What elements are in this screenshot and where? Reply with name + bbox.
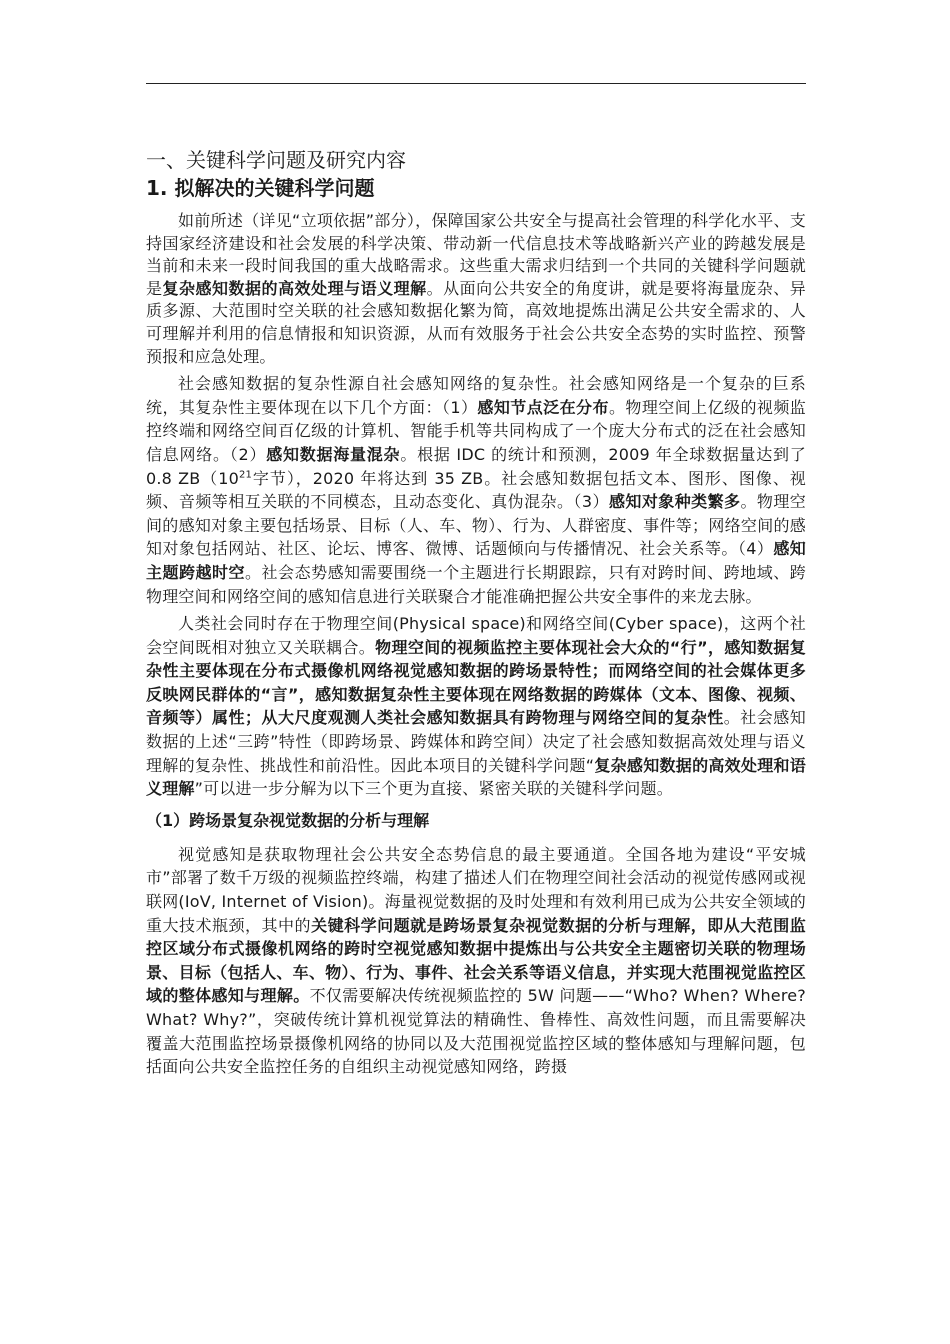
text-run: ”可以进一步分解为以下三个更为直接、紧密关联的关键科学问题。 <box>194 779 673 799</box>
text-run: 。从面向公共安全的角度讲，就是要将海量庞杂、异质多源、大范围时空关联的社会感知数据化繁为简，高效地提炼出满足公共安全需求的、人可理解并利用的信息情报和知识资源，从而有效服务于社会公共安全态势的实时监控、预警预报和应急处理。 <box>146 278 807 366</box>
text-run: 。物理空间的感知对象主要包括场景、目标（人、车、物）、行为、人群密度、事件等；网络空间的感知对象包括网站、社区、论坛、博客、微博、话题倾向与传播情况、社会关系等。（4） <box>146 492 806 559</box>
document-body <box>146 146 806 1079</box>
paragraph-intro <box>146 210 806 368</box>
emphasis-run: 感知对象种类繁多 <box>608 492 741 512</box>
subheading-item-1: （1）跨场景复杂视觉数据的分析与理解 <box>146 810 430 830</box>
text-run: 。社会态势感知需要围绕一个主题进行长期跟踪，只有对跨时间、跨地域、跨物理空间和网络空间的感知信息进行关联聚合才能准确把握公共安全事件的来龙去脉。 <box>146 562 806 606</box>
section-heading: 一、关键科学问题及研究内容 <box>146 148 406 172</box>
header-rule <box>146 83 806 84</box>
emphasis-run: 物理空间的视频监控主要体现社会大众的“行”，感知数据复杂性主要体现在分布式摄像机网络视觉感知数据的跨场景特性；而网络空间的社会媒体更多反映网民群体的“言”，感知数据复杂性主要体现在网络数据的跨媒体（文本、图像、视频、音频等）属性；从大尺度观测人类社会感知数据具有跨物理与网络空间的复杂性 <box>146 637 806 728</box>
text-run: 不仅需要解决传统视频监控的 5W 问题——“Who? When? Where? What? Why?”，突破传统计算机视觉算法的精确性、鲁棒性、高效性问题，而且需要解决覆盖大范围监控场景摄像机网络的协同以及大范围视觉监控区域的整体感知与理解问题，包括面向公共安全监控任务的自组织主动视觉感知网络，跨摄 <box>146 986 806 1077</box>
text-run: 。根据 IDC 的统计和预测，2009 年全球数据量达到了 0.8 ZB（10 <box>146 444 806 488</box>
subsection-heading: 1. 拟解决的关键科学问题 <box>146 176 375 200</box>
text-run: 字节），2020 年将达到 35 ZB。社会感知数据包括文本、图形、图像、视频、音频等相互关联的不同模态，且动态变化、真伪混杂。（3） <box>146 468 807 512</box>
emphasis-run: 感知节点泛在分布 <box>477 397 609 417</box>
paragraph-visual <box>146 843 806 1079</box>
superscript: 21 <box>238 469 253 481</box>
paragraph-complexity <box>146 372 806 608</box>
emphasis-run: 感知数据海量混杂 <box>266 444 401 464</box>
text-run: 。社会感知数据的上述“三跨”特性（即跨场景、跨媒体和跨空间）决定了社会感知数据高效处理与语义理解的复杂性、挑战性和前沿性。因此本项目的关键科学问题“ <box>146 708 806 775</box>
paragraph-spaces <box>146 612 806 801</box>
emphasis-run: 复杂感知数据的高效处理和语义理解 <box>146 755 807 799</box>
text-run: 。物理空间上亿级的视频监控终端和网络空间百亿级的计算机、智能手机等共同构成了一个庞大分布式的泛在社会感知信息网络。（2） <box>146 397 806 464</box>
emphasis-run: 感知主题跨越时空 <box>146 539 806 582</box>
emphasis-run: 复杂感知数据的高效处理与语义理解 <box>162 278 427 298</box>
text-run: 社会感知数据的复杂性源自社会感知网络的复杂性。社会感知网络是一个复杂的巨系统，其复杂性主要体现在以下几个方面：（1） <box>146 374 806 417</box>
text-run: 视觉感知是获取物理社会公共安全态势信息的最主要通道。全国各地为建设“平安城市”部署了数千万级的视频监控终端，构建了描述人们在物理空间社会活动的视觉传感网或视联网(IoV, Internet of Vision)。海量视觉数据的及时处理和有效利用已成为公共安全领域的重大技术瓶颈，其中的 <box>146 844 806 935</box>
text-run: 如前所述（详见“立项依据”部分），保障国家公共安全与提高社会管理的科学化水平、支持国家经济建设和社会发展的科学决策、带动新一代信息技术等战略新兴产业的跨越发展是当前和未来一段时间我国的重大战略需求。这些重大需求归结到一个共同的关键科学问题就是 <box>146 211 806 298</box>
text-run: 人类社会同时存在于物理空间(Physical space)和网络空间(Cyber space)，这两个社会空间既相对独立又关联耦合。 <box>146 614 806 657</box>
emphasis-run: 关键科学问题就是跨场景复杂视觉数据的分析与理解，即从大范围监控区域分布式摄像机网络的跨时空视觉感知数据中提炼出与公共安全主题密切关联的物理场景、目标（包括人、车、物）、行为、事件、社会关系等语义信息，并实现大范围视觉监控区域的整体感知与理解。 <box>146 915 806 1006</box>
